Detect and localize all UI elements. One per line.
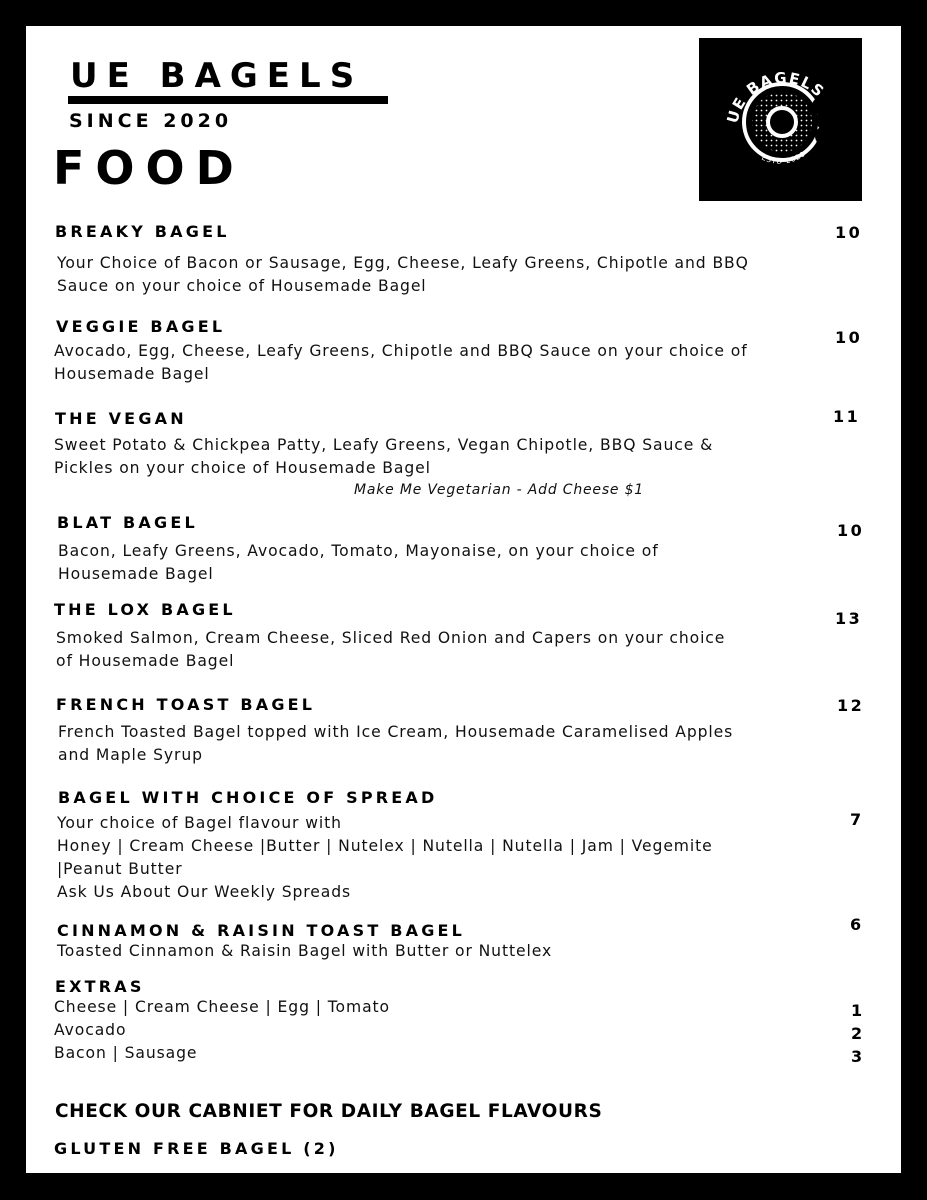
desc-line: Avocado, Egg, Cheese, Leafy Greens, Chipotle and BBQ Sauce on your choice of (54, 342, 748, 360)
item-name-blat: BLAT BAGEL (57, 513, 198, 532)
desc-line: |Peanut Butter (57, 860, 183, 878)
item-name-vegan: THE VEGAN (55, 409, 187, 428)
desc-line: Toasted Cinnamon & Raisin Bagel with Butter or Nuttelex (57, 942, 553, 960)
desc-line: and Maple Syrup (58, 746, 203, 764)
item-desc-lox (56, 627, 725, 673)
item-price-spread: 7 (850, 810, 864, 829)
extras-line: Cheese | Cream Cheese | Egg | Tomato (54, 998, 390, 1016)
desc-line: Housemade Bagel (58, 565, 214, 583)
item-price-french-toast: 12 (837, 696, 865, 715)
brand-title: UE BAGELS (70, 56, 364, 96)
extras-prices (851, 999, 865, 1068)
item-name-spread: BAGEL WITH CHOICE OF SPREAD (58, 788, 438, 807)
desc-line: Your Choice of Bacon or Sausage, Egg, Cheese, Leafy Greens, Chipotle and BBQ (57, 254, 749, 272)
item-desc-cinnamon (57, 940, 552, 963)
extras-list (54, 996, 390, 1065)
brand-logo (699, 38, 862, 201)
desc-line: Ask Us About Our Weekly Spreads (57, 883, 352, 901)
extras-line: Avocado (54, 1021, 127, 1039)
extras-price: 2 (851, 1024, 865, 1043)
item-price-cinnamon: 6 (850, 915, 864, 934)
vegetarian-note: Make Me Vegetarian - Add Cheese $1 (354, 482, 645, 498)
logo-arc-text: UE BAGELS (723, 68, 829, 126)
desc-line: Bacon, Leafy Greens, Avocado, Tomato, Mayonaise, on your choice of (58, 542, 659, 560)
item-name-lox: THE LOX BAGEL (54, 600, 236, 619)
desc-line: Your choice of Bagel flavour with (57, 814, 342, 832)
desc-line: Smoked Salmon, Cream Cheese, Sliced Red Onion and Capers on your choice (56, 629, 726, 647)
desc-line: Sweet Potato & Chickpea Patty, Leafy Greens, Vegan Chipotle, BBQ Sauce & (54, 436, 714, 454)
item-name-veggie: VEGGIE BAGEL (56, 317, 226, 336)
since-label: SINCE 2020 (69, 110, 233, 132)
brand-underline (68, 96, 388, 104)
item-name-french-toast: FRENCH TOAST BAGEL (56, 695, 316, 714)
desc-line: Housemade Bagel (54, 365, 210, 383)
page-title: FOOD (53, 141, 245, 195)
item-desc-spread (57, 812, 713, 904)
item-price-blat: 10 (837, 521, 865, 540)
item-name-breaky: BREAKY BAGEL (55, 222, 230, 241)
desc-line: of Housemade Bagel (56, 652, 235, 670)
gluten-free-note: GLUTEN FREE BAGEL (2) (54, 1139, 339, 1158)
extras-price: 1 (851, 1001, 865, 1020)
item-desc-veggie (54, 340, 748, 386)
item-price-vegan: 11 (833, 407, 861, 426)
logo-estd-text: ESTD 2020 (760, 149, 808, 166)
item-price-veggie: 10 (835, 328, 863, 347)
item-desc-breaky (57, 252, 749, 298)
menu-page (26, 26, 901, 1173)
item-desc-french-toast (58, 721, 733, 767)
desc-line: Pickles on your choice of Housemade Bagel (54, 459, 431, 477)
bitten-bagel-icon (699, 38, 862, 201)
desc-line: Sauce on your choice of Housemade Bagel (57, 277, 427, 295)
item-desc-vegan (54, 434, 713, 480)
item-name-cinnamon: CINNAMON & RAISIN TOAST BAGEL (57, 921, 466, 940)
extras-price: 3 (851, 1047, 865, 1066)
item-desc-blat (58, 540, 659, 586)
extras-line: Bacon | Sausage (54, 1044, 198, 1062)
item-name-extras: EXTRAS (55, 977, 145, 996)
desc-line: Honey | Cream Cheese |Butter | Nutelex | Nutella | Nutella | Jam | Vegemite (57, 837, 713, 855)
svg-text:ESTD 2020 (760, 150, 807, 166)
item-price-lox: 13 (835, 609, 863, 628)
item-price-breaky: 10 (835, 223, 863, 242)
daily-flavours-notice: CHECK OUR CABNIET FOR DAILY BAGEL FLAVOURS (55, 1101, 603, 1122)
desc-line: French Toasted Bagel topped with Ice Cream, Housemade Caramelised Apples (58, 723, 734, 741)
